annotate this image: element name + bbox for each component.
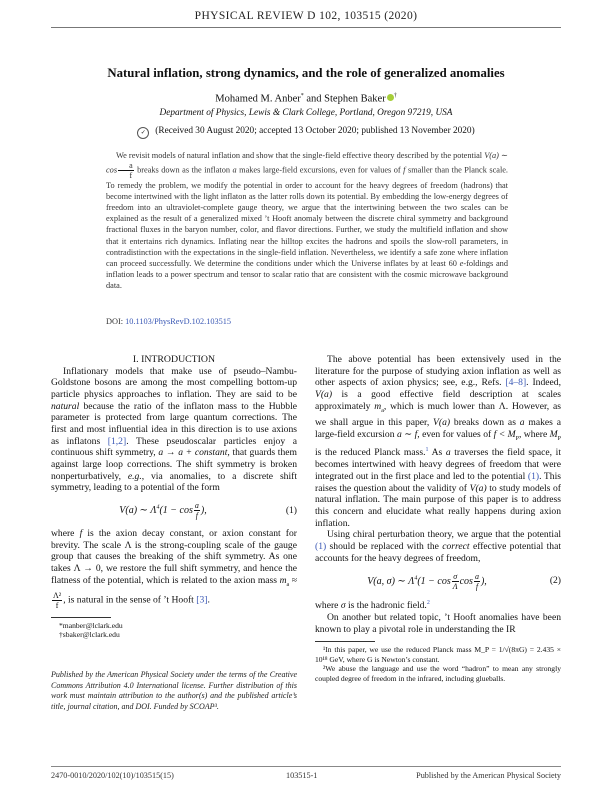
abstract-math: f — [403, 165, 406, 175]
license-notice: Published by the American Physical Society under the terms of the Creative Commons Attribution 4.0 International license. Further distribution of this work must maintain attribution to the author(s) and the published article’s title, journal citation, and DOI. Funded by SCOAP³. — [51, 670, 297, 711]
author-2[interactable]: Stephen Baker — [324, 93, 386, 105]
author-2-mark[interactable]: † — [393, 93, 397, 99]
footer-publisher: Published by the American Physical Society — [416, 771, 561, 780]
publication-dates — [40, 126, 572, 139]
abstract-text: makes large-field excursions, even for values of — [236, 165, 404, 175]
abstract-math: e — [459, 258, 464, 268]
author-1[interactable]: Mohamed M. Anber — [215, 93, 301, 105]
paper-title: Natural inflation, strong dynamics, and the role of generalized anomalies — [107, 66, 505, 80]
citation-link[interactable]: [1,2] — [107, 435, 127, 447]
left-column — [51, 354, 297, 640]
author-line — [40, 93, 572, 105]
paragraph: Inflationary models that make use of pseudo–Nambu-Goldstone bosons are among the most compelling bottom-up particle physics approaches to inflation. They are said to be natural because the ratio of the inflaton mass to the Hubble parameter is protected from large quantum corrections. The first and most influential idea in this direction is to use axions as inflatons [1,2]. These pseudoscalar particles enjoy a continuous shift symmetry, a → a + constant, that guards them against large loop corrections. The shift symmetry is broken nonperturbatively, e.g., via anomalies, to a discrete shift symmetry, leading to a potential of the form — [51, 365, 297, 494]
paragraph: Using chiral perturbation theory, we argue that the potential (1) should be replaced with the correct effective potential that accounts for the heavy degrees of freedom, — [315, 529, 561, 564]
equation-link[interactable]: (1) — [315, 540, 327, 552]
orcid-icon[interactable] — [387, 94, 394, 101]
footnote-link[interactable]: 2 — [426, 600, 430, 607]
footnote-1: ¹In this paper, we use the reduced Planck mass M_P = 1/√(8πG) = 2.435 × 10¹⁸ GeV, where G is Newton’s constant. — [315, 645, 561, 664]
equation-1: V(a) ∼ $\Lambda^4(1 - \cos$ $\frac{a}{f}$ ), (1) — [119, 501, 297, 521]
footnote-link[interactable]: 1 — [425, 447, 429, 454]
equation-2: V(a, σ) ∼ $\Lambda^4(1 - \cos$ $\frac{\sigma}{\Lambda}$ cos $\frac{a}{f}$ ), (2) — [367, 571, 561, 591]
equation-link[interactable]: (1) — [527, 470, 540, 482]
paragraph: where σ is the hadronic field.$^2$ — [315, 600, 430, 612]
abstract-text: breaks down as the inflaton — [134, 165, 233, 175]
footer-rule — [51, 766, 561, 767]
paragraph: The above potential has been extensively used in the literature for the purpose of studying axion inflation as well as other aspects of axion physics; see, e.g., Refs. [4–8]. Indeed, V(a) is a good effective field description at scales approximately $m_a$, which is much lower than Λ. However, as we shall argue in this paper, V(a) breaks down as a makes a large-field excursion a ∼ f, even for values of $f < M_P$, where $M_P$ is the reduced Planck mass.$^1$ As a traverses the field space, it becomes intertwined with heavy degrees of freedom that were integrated out in the first place and led to the potential (1). This raises the question about the validity of V(a) to study models of natural inflation. The main purpose of this paper is to address this concern and elucidate what really happens during axion inflation. — [315, 354, 561, 529]
running-header: PHYSICAL REVIEW D 102, 103515 (2020) — [194, 10, 418, 22]
equation-number: (2) — [549, 575, 561, 587]
paragraph: On another but related topic, ’t Hooft anomalies have been known to play a pivotal role in understanding the IR — [315, 612, 561, 635]
abstract-math: V(a) ∼ cos — [106, 151, 508, 175]
footer-page-number: 103515-1 — [286, 771, 318, 780]
crossmark-icon[interactable]: ✓ — [137, 127, 149, 139]
abstract-math: a — [232, 165, 237, 175]
footnote-email-1[interactable]: *manber@lclark.edu — [59, 621, 123, 631]
footnote-2: ²We abuse the language and use the word “hadron” to mean any strongly coupled degree of freedom in the infrared, including glueballs. — [315, 664, 561, 683]
affiliation: Department of Physics, Lewis & Clark College, Portland, Oregon 97219, USA — [159, 108, 453, 118]
equation-number: (1) — [285, 505, 297, 517]
abstract-math: f — [129, 171, 133, 181]
doi-label: DOI: — [106, 317, 126, 326]
author-1-mark[interactable]: * — [300, 93, 304, 99]
right-column — [315, 354, 561, 683]
author-conjunction: and — [306, 93, 322, 105]
paragraph: where f is the axion decay constant, or axion constant for brevity. The scale Λ is the strong-coupling scale of the gauge group that causes the breaking of the shift symmetry. As one takes Λ → 0, we restore the full shift symmetry, and hence the flatness of the potential, which is related to the axion mass $m_a$ ≈ $\frac{\text{Λ²}}{f}$ , is natural in the sense of ’t Hooft [3]. — [51, 527, 297, 611]
citation-link[interactable]: [3] — [196, 594, 208, 606]
header-rule — [51, 27, 561, 28]
footer-issn: 2470-0010/2020/102(10)/103515(15) — [51, 771, 174, 780]
dates-text: (Received 30 August 2020; accepted 13 October 2020; published 13 November 2020) — [155, 126, 475, 136]
doi-line — [106, 317, 231, 326]
abstract-text: We revisit models of natural inflation and show that the single-field effective theory described by the potential — [116, 151, 485, 160]
abstract-text: -foldings and inflation leads to a power spectrum and tensor to scalar ratio that are consistent with the cosmic microwave background data. — [106, 258, 508, 290]
citation-link[interactable]: [4–8] — [505, 377, 527, 389]
section-heading: I. INTRODUCTION — [132, 354, 216, 365]
abstract-text: smaller than the Planck scale. To remedy the problem, we modify the potential in order to account for the heavy degrees of freedom (hadrons) that become intertwined with the light inflaton as the latter rolls down its potential. By embedding the low-energy degrees of freedom into an ultraviolet-complete gauge theory, we argue that the intertwining between the two scales can be explained as the result of a generalized mixed ’t Hooft anomaly between the discrete chiral symmetry and background fractional fluxes in the baryon number, color, and flavor directions. Further, we study the multifield inflation and show that it entertains rich dynamics. Inflating near the hilltop excites the hadrons and spoils the slow-roll parameters, in contradistinction with the expectations in the single-field inflation. Nevertheless, we identify a safe zone where inflation can proceed successfully. We determine the conditions under which the Universe inflates by at least 60 — [106, 165, 509, 268]
footnote-email-2[interactable]: †sbaker@lclark.edu — [59, 630, 120, 640]
abstract-math: a — [118, 161, 134, 171]
footnote-rule — [315, 641, 375, 642]
doi-link[interactable]: 10.1103/PhysRevD.102.103515 — [125, 317, 232, 326]
footnote-rule — [51, 617, 111, 618]
abstract — [106, 150, 508, 291]
